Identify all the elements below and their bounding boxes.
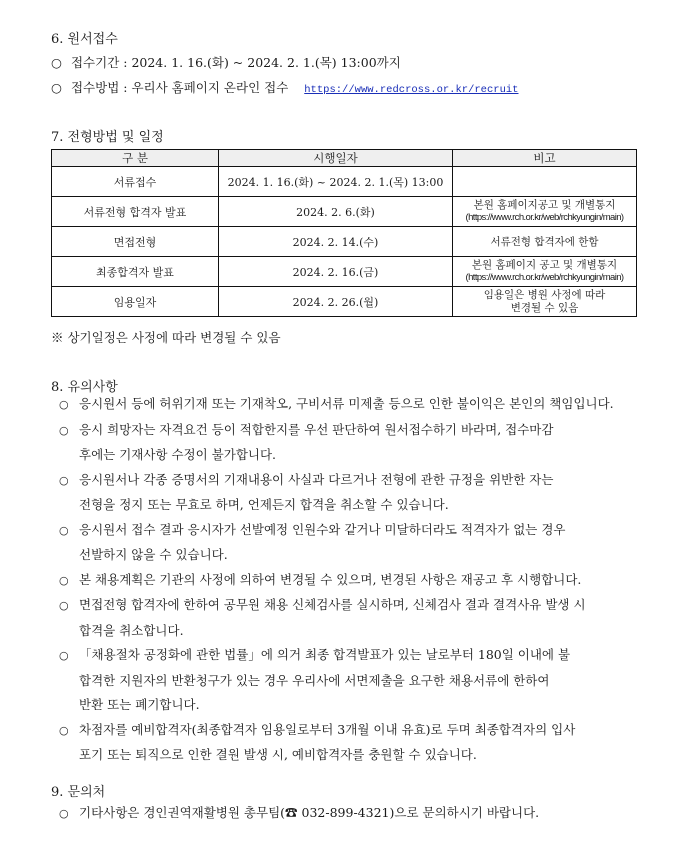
list-item <box>59 468 641 518</box>
section-6-title: 6. 원서접수 <box>51 32 118 47</box>
bullet-circle-icon: ○ <box>59 807 69 820</box>
bullet-circle-icon: ○ <box>51 55 62 70</box>
cell-note: 서류전형 합격자에 한함 <box>453 227 637 257</box>
note-text: 본원 홈페이지공고 및 개별통지 <box>473 199 616 211</box>
note-url: (https://www.rch.or.kr/web/rchkyungin/main) <box>465 212 624 223</box>
notice-list <box>59 392 641 768</box>
notice-text: 응시원서나 각종 증명서의 기재내용이 사실과 다르거나 전형에 관한 규정을 위반한 자는 <box>79 471 554 487</box>
list-item <box>59 718 641 768</box>
notice-text: 「채용절차 공정화에 관한 법률」에 의거 최종 합격발표가 있는 날로부터 180일 이내에 불 <box>79 647 571 662</box>
note-text: 임용일은 병원 사정에 따라 <box>483 288 606 301</box>
table-header-row <box>52 150 637 167</box>
bullet-circle-icon: ○ <box>51 80 62 95</box>
cell-date: 2024. 2. 14.(수) <box>219 227 453 257</box>
application-period-label: 접수기간 : <box>70 55 132 70</box>
bullet-circle-icon: ○ <box>59 473 69 487</box>
note-text: 본원 홈페이지 공고 및 개별통지 <box>471 259 618 271</box>
bullet-circle-icon: ○ <box>59 523 69 537</box>
application-method <box>51 78 519 96</box>
cell-note <box>453 257 637 287</box>
notice-text: 후에는 기재사항 수정이 불가합니다. <box>79 447 277 462</box>
list-item <box>59 593 641 643</box>
table-row <box>52 287 637 317</box>
notice-text: 차점자를 예비합격자(최종합격자 임용일로부터 3개월 이내 유효)로 두며 최종합격자의 입사 <box>79 721 576 737</box>
phone-number: 032-899-4321 <box>297 805 390 820</box>
notice-text: 합격한 지원자의 반환청구가 있는 경우 우리사에 서면제출을 요구한 채용서류에 한하여 <box>79 672 550 688</box>
list-item <box>59 392 641 418</box>
contact-text-before: 기타사항은 경인권역재활병원 총무팀( <box>79 805 286 820</box>
cell-note <box>453 287 637 317</box>
cell-date: 2024. 2. 6.(화) <box>219 197 453 227</box>
cell-stage: 임용일자 <box>52 287 219 317</box>
phone-icon: ☎ <box>285 805 298 820</box>
table-row <box>52 167 637 197</box>
notice-text: 본 채용계획은 기관의 사정에 의하여 변경될 수 있으며, 변경된 사항은 재공고 후 시행합니다. <box>79 571 582 587</box>
notice-text: 선발하지 않을 수 있습니다. <box>79 547 228 562</box>
cell-stage: 서류접수 <box>52 167 219 197</box>
list-item <box>59 568 641 594</box>
bullet-circle-icon: ○ <box>59 649 69 662</box>
application-method-value: 우리사 홈페이지 온라인 접수 <box>131 80 289 95</box>
bullet-circle-icon: ○ <box>59 398 69 411</box>
header-date: 시행일자 <box>219 150 453 167</box>
cell-date: 2024. 2. 16.(금) <box>219 257 453 287</box>
notice-text: 응시원서 접수 결과 응시자가 선발예정 인원수와 같거나 미달하더라도 적격자가 없는 경우 <box>79 521 566 537</box>
cell-note <box>453 167 637 197</box>
note-text: 변경될 수 있음 <box>510 301 579 314</box>
cell-date: 2024. 1. 16.(화) ~ 2024. 2. 1.(목) 13:00 <box>219 167 453 197</box>
contact-line <box>59 803 539 821</box>
table-row <box>52 197 637 227</box>
application-period <box>51 53 401 71</box>
notice-text: 반환 또는 폐기합니다. <box>79 697 200 712</box>
cell-stage: 면접전형 <box>52 227 219 257</box>
contact-text-after: )으로 문의하시기 바랍니다. <box>389 805 540 820</box>
schedule-footnote: ※ 상기일정은 사정에 따라 변경될 수 있음 <box>51 330 281 345</box>
list-item <box>59 643 641 718</box>
notice-text: 포기 또는 퇴직으로 인한 결원 발생 시, 예비합격자를 충원할 수 있습니다. <box>79 747 477 762</box>
notice-text: 전형을 정지 또는 무효로 하며, 언제든지 합격을 취소할 수 있습니다. <box>79 497 449 512</box>
header-stage: 구 분 <box>52 150 219 167</box>
bullet-circle-icon: ○ <box>59 573 69 587</box>
recruit-link[interactable]: https://www.redcross.or.kr/recruit <box>304 84 519 96</box>
cell-date: 2024. 2. 26.(월) <box>219 287 453 317</box>
section-8-title: 8. 유의사항 <box>51 380 118 395</box>
notice-text: 면접전형 합격자에 한하여 공무원 채용 신체검사를 실시하며, 신체검사 결과 결격사유 발생 시 <box>79 597 586 612</box>
cell-stage: 최종합격자 발표 <box>52 257 219 287</box>
list-item <box>59 418 641 468</box>
bullet-circle-icon: ○ <box>59 599 69 612</box>
application-period-value: 2024. 1. 16.(화) ~ 2024. 2. 1.(목) 13:00까지 <box>131 55 401 70</box>
application-method-label: 접수방법 : <box>70 80 132 95</box>
list-item <box>59 518 641 568</box>
bullet-circle-icon: ○ <box>59 723 69 737</box>
notice-text: 응시원서 등에 허위기재 또는 기재착오, 구비서류 미제출 등으로 인한 불이익은 본인의 책임입니다. <box>79 396 614 411</box>
section-9-title: 9. 문의처 <box>51 785 106 800</box>
bullet-circle-icon: ○ <box>59 423 69 437</box>
cell-stage: 서류전형 합격자 발표 <box>52 197 219 227</box>
schedule-table <box>51 149 637 317</box>
cell-note <box>453 197 637 227</box>
note-url: (https://www.rch.or.kr/web/rchkyungin/main) <box>465 272 624 283</box>
table-row <box>52 257 637 287</box>
section-7-title: 7. 전형방법 및 일정 <box>51 130 164 145</box>
table-row <box>52 227 637 257</box>
header-note: 비고 <box>453 150 637 167</box>
notice-text: 응시 희망자는 자격요건 등이 적합한지를 우선 판단하여 원서접수하기 바라며, 접수마감 <box>79 421 554 437</box>
notice-text: 합격을 취소합니다. <box>79 622 184 638</box>
